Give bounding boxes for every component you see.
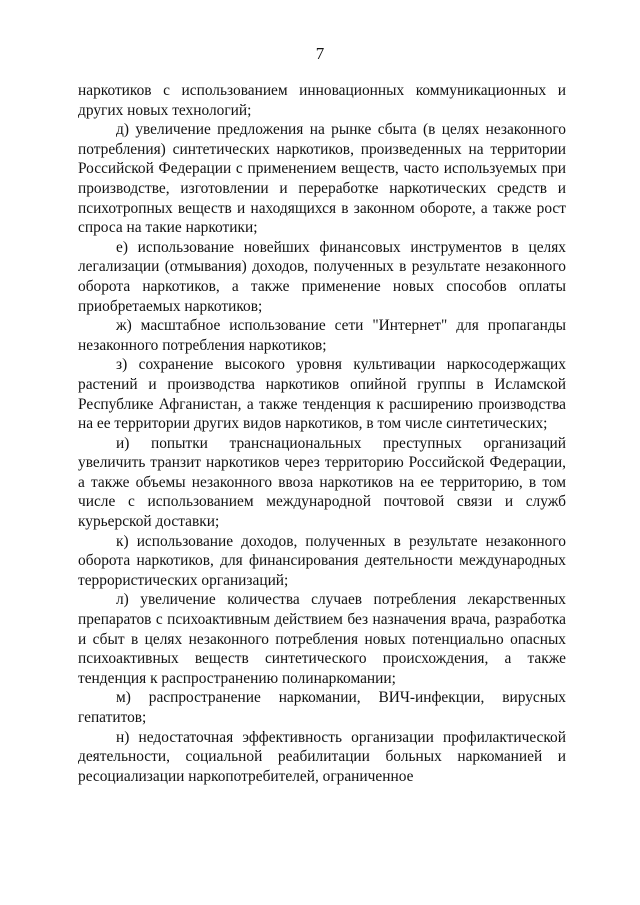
paragraph-item-z: з) сохранение высокого уровня культивации наркосодержащих растений и производства наркотиков опийной группы в Исламской Республике Афганистан, а также тенденция к расширению производства на ее территории других видов наркотиков, в том числе синтетических; xyxy=(78,356,566,433)
paragraph-item-l: л) увеличение количества случаев потребления лекарственных препаратов с психоактивным действием без назначения врача, разработка и сбыт в целях незаконного потребления новых потенциально опасных психоактивных веществ синтетического происхождения, а также тенденция к распространению полинаркомании; xyxy=(78,591,566,687)
paragraph-item-zh: ж) масштабное использование сети "Интернет" для пропаганды незаконного потребления наркотиков; xyxy=(78,317,566,354)
document-body xyxy=(78,81,566,786)
paragraph-item-k: к) использование доходов, полученных в результате незаконного оборота наркотиков, для финансирования деятельности международных террористических организаций; xyxy=(78,532,566,589)
paragraph-continuation: наркотиков с использованием инновационных коммуникационных и других новых технологий; xyxy=(78,82,566,119)
paragraph-item-i: и) попытки транснациональных преступных организаций увеличить транзит наркотиков через территорию Российской Федерации, а также объемы незаконного ввоза наркотиков на ее территорию, в том числе с использованием международной почтовой связи и служб курьерской доставки; xyxy=(78,434,566,531)
paragraph-item-e: е) использование новейших финансовых инструментов в целях легализации (отмывания) доходов, полученных в результате незаконного оборота наркотиков, а также применение новых способов оплаты приобретаемых наркотиков; xyxy=(78,238,566,315)
paragraph-item-m: м) распространение наркомании, ВИЧ-инфекции, вирусных гепатитов; xyxy=(78,689,566,726)
page-number: 7 xyxy=(315,44,325,63)
paragraph-item-d: д) увеличение предложения на рынке сбыта (в целях незаконного потребления) синтетических наркотиков, произведенных на территории Российской Федерации с применением веществ, часто используемых при производстве, изготовлении и переработке наркотических средств и психотропных веществ и находящихся в законном обороте, а также рост спроса на такие наркотики; xyxy=(78,121,566,237)
paragraph-item-n: н) недостаточная эффективность организации профилактической деятельности, социальной реабилитации больных наркоманией и ресоциализации наркопотребителей, ограниченное xyxy=(78,728,566,785)
